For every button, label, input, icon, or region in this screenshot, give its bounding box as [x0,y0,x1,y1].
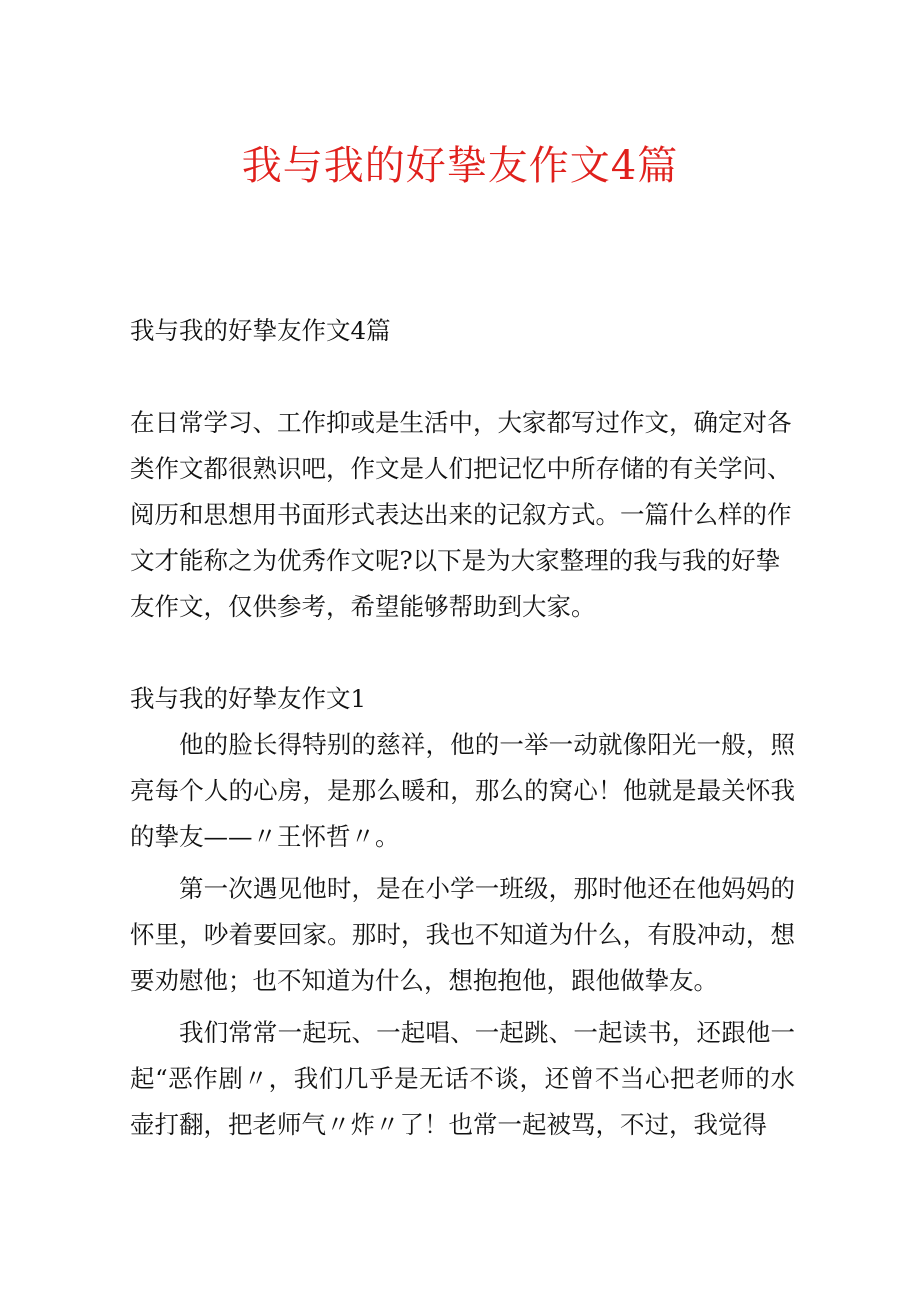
body-paragraph-3: 我们常常一起玩、一起唱、一起跳、一起读书，还跟他一起“恶作剧〃，我们几乎是无话不谈，还曾不当心把老师的水壶打翻，把老师气〃炸〃了！也常一起被骂，不过，我觉得 [130,1018,795,1139]
document-title: 我与我的好挚友作文4篇 [241,143,679,189]
body-paragraph-2: 第一次遇见他时，是在小学一班级，那时他还在他妈妈的怀里，吵着要回家。那时，我也不知道为什么，有股冲动，想要劝慰他；也不知道为什么，想抱抱他，跟他做挚友。 [130,874,795,995]
document-subtitle: 我与我的好挚友作文4篇 [130,316,391,345]
section-heading: 我与我的好挚友作文1 [130,684,367,713]
intro-paragraph: 在日常学习、工作抑或是生活中，大家都写过作文，确定对各类作文都很熟识吧，作文是人们把记忆中所存储的有关学问、阅历和思想用书面形式表达出来的记叙方式。一篇什么样的作文才能称之为优秀作文呢?以下是为大家整理的我与我的好挚友作文，仅供参考，希望能够帮助到大家。 [130,408,792,621]
body-paragraph-1: 他的脸长得特别的慈祥，他的一举一动就像阳光一般，照亮每个人的心房，是那么暖和，那么的窝心！他就是最关怀我的挚友——〃王怀哲〃。 [130,730,795,851]
document-body [130,308,795,1154]
